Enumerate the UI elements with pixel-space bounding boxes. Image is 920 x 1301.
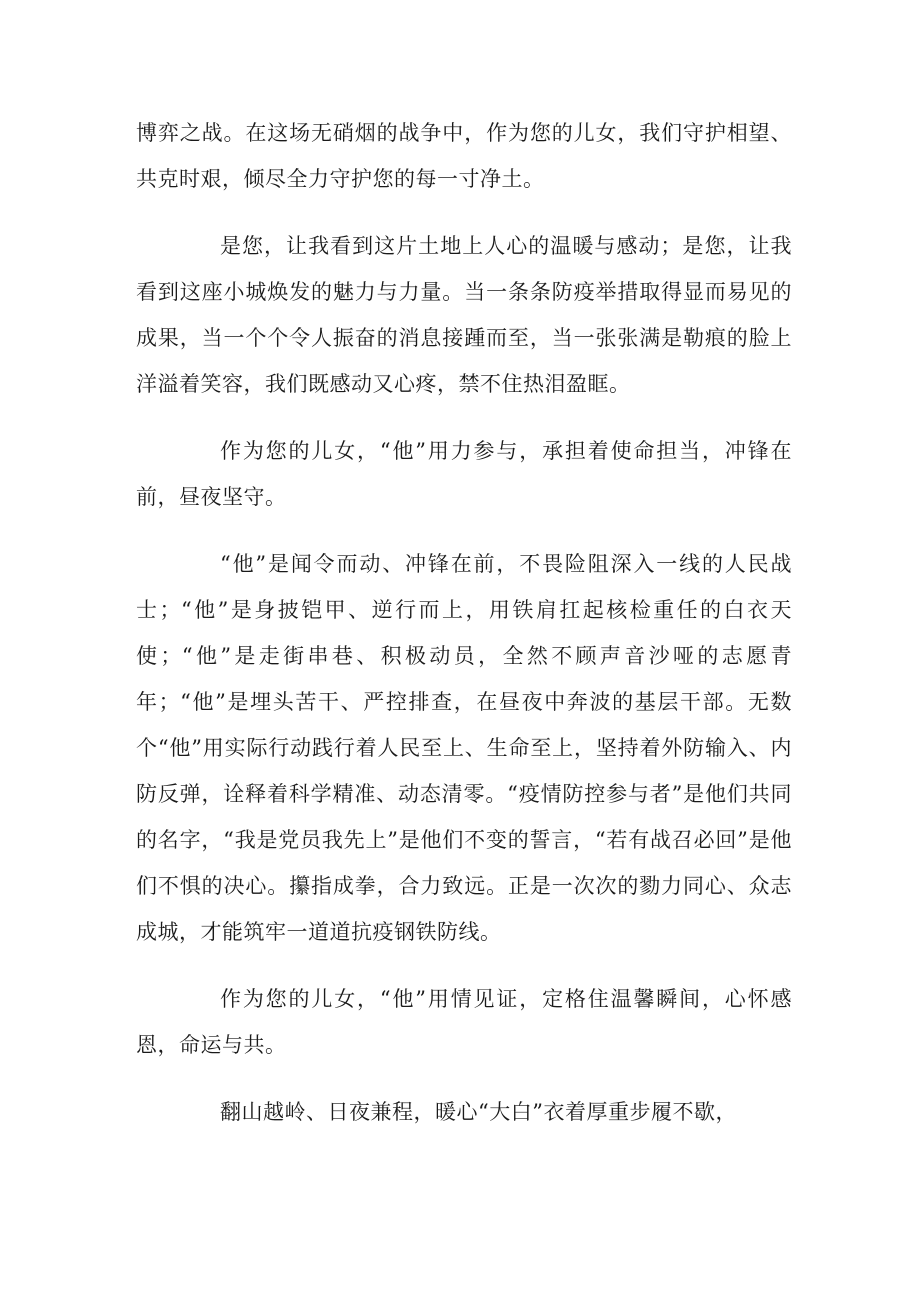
paragraph-4: “他”是闻令而动、冲锋在前，不畏险阻深入一线的人民战士；“他”是身披铠甲、逆行而上，用铁肩扛起核检重任的白衣天使；“他”是走街串巷、积极动员，全然不顾声音沙哑的志愿青年；“他”是埋头苦干、严控排查，在昼夜中奔波的基层干部。无数个“他”用实际行动践行着人民至上、生命至上，坚持着外防输入、内防反弹，诠释着科学精准、动态清零。“疫情防控参与者”是他们共同的名字，“我是党员我先上”是他们不变的誓言，“若有战召必回”是他们不惧的决心。攥指成拳，合力致远。正是一次次的勠力同心、众志成城，才能筑牢一道道抗疫钢铁防线。	[136, 552, 792, 944]
document-body	[136, 110, 792, 1156]
paragraph-3: 作为您的儿女，“他”用力参与，承担着使命担当，冲锋在前，昼夜坚守。	[136, 439, 792, 509]
paragraph-5: 作为您的儿女，“他”用情见证，定格住温馨瞬间，心怀感恩，命运与共。	[136, 987, 792, 1057]
paragraph-1: 博弈之战。在这场无硝烟的战争中，作为您的儿女，我们守护相望、共克时艰，倾尽全力守护您的每一寸净土。	[136, 121, 792, 191]
paragraph-6: 翻山越岭、日夜兼程，暖心“大白”衣着厚重步履不歇，	[220, 1100, 737, 1124]
paragraph-2: 是您，让我看到这片土地上人心的温暖与感动；是您，让我看到这座小城焕发的魅力与力量。当一条条防疫举措取得显而易见的成果，当一个个令人振奋的消息接踵而至，当一张张满是勒痕的脸上洋溢着笑容，我们既感动又心疼，禁不住热泪盈眶。	[136, 234, 792, 396]
